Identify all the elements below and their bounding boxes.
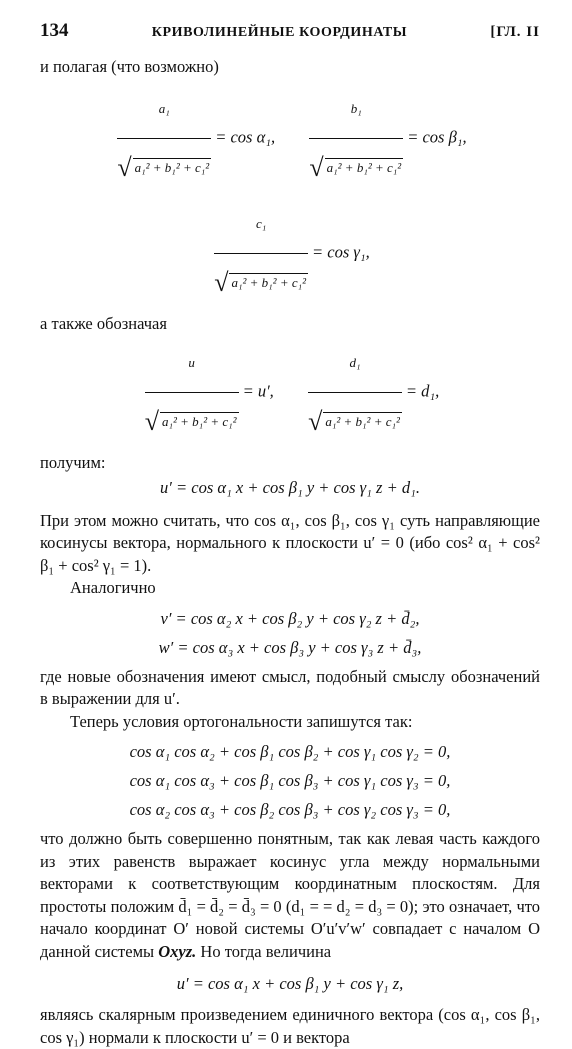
- fraction-u: [145, 335, 239, 450]
- orthogonality-equation-2: cos α₁ cos α₃ + cos β₁ cos β₃ + cos γ₁ cos γ₃ = 0,: [129, 771, 451, 790]
- fraction-c-numerator: c₁: [214, 196, 308, 254]
- sqrt-sign: √: [144, 407, 159, 436]
- rhs-u-prime: = u′,: [242, 381, 274, 401]
- fraction-a: [117, 81, 211, 196]
- paragraph-6: где новые обозначения имеют смысл, подобный смыслу обозначений в выражении для u′.: [40, 666, 540, 708]
- paragraph-5: Аналогично: [70, 578, 156, 597]
- fraction-b-numerator: b₁: [309, 81, 403, 139]
- sqrt-sign: √: [117, 152, 132, 182]
- paragraph-2: а также обозначая: [40, 313, 167, 333]
- book-page: [40, 20, 540, 1049]
- direction-cosines-row-1: [40, 81, 540, 196]
- paragraph-3: получим:: [40, 453, 106, 472]
- fraction-b: [309, 81, 403, 196]
- direction-cosines-row-2: [40, 196, 540, 311]
- paragraph-8-end: Но тогда величина: [196, 941, 332, 961]
- paragraph-8: [40, 828, 540, 963]
- rhs-cos-gamma: = cos γ₁,: [312, 241, 370, 261]
- sqrt-sign: √: [214, 267, 229, 297]
- fraction-u-numerator: u: [145, 335, 239, 393]
- system-oxyz: Oxyz.: [158, 941, 197, 961]
- radicand: a₁² + b₁² + c₁²: [231, 274, 307, 290]
- page-number: 134: [40, 20, 69, 41]
- radicand: a₁² + b₁² + c₁²: [325, 414, 400, 429]
- radicand: a₁² + b₁² + c₁²: [134, 159, 210, 175]
- orthogonality-equation-1: cos α₁ cos α₂ + cos β₁ cos β₂ + cos γ₁ cos γ₂ = 0,: [129, 742, 451, 761]
- equations-v-w: [40, 604, 540, 662]
- paragraph-8-text: что должно быть совершенно понятным, так как левая часть каждого из этих равенств выражает косинус угла между нормальными векторами к соответствующим координатным плоскостям. Для простоты положим d̄₁ = d̄₂ = d̄₃ = 0 (d₁ = = d₂ = d₃ = 0); это означает, что начало координат O′ новой системы O′u′v′w′ совпадает с началом O данной системы: [40, 829, 540, 961]
- fraction-a-numerator: a₁: [117, 81, 211, 139]
- radicand: a₁² + b₁² + c₁²: [161, 414, 237, 429]
- rhs-cos-beta: = cos β₁,: [407, 126, 467, 146]
- fraction-d: [308, 335, 402, 450]
- fraction-c: [214, 196, 308, 311]
- chapter-label: [ГЛ. II: [490, 24, 540, 40]
- equation-w-prime: w′ = cos α₃ x + cos β₃ y + cos γ₃ z + d̄₃,: [158, 637, 422, 657]
- page-header: [40, 20, 540, 42]
- rhs-cos-alpha: = cos α₁,: [215, 126, 276, 146]
- paragraph-4: При этом можно считать, что cos α₁, cos β₁, cos γ₁ суть направляющие косинусы вектора, нормального к плоскости u′ = 0 (ибо cos² α₁ + cos² β₁ + cos² γ₁ = 1).: [40, 510, 540, 575]
- normalization-row: [40, 335, 540, 450]
- sqrt-sign: √: [308, 407, 323, 436]
- rhs-d1: = d₁,: [405, 381, 440, 401]
- equation-u-prime-origin: u′ = cos α₁ x + cos β₁ y + cos γ₁ z,: [176, 974, 404, 993]
- fraction-d-numerator: d₁: [308, 335, 402, 393]
- equation-u-prime: u′ = cos α₁ x + cos β₁ y + cos γ₁ z + d₁.: [160, 477, 420, 497]
- radicand: a₁² + b₁² + c₁²: [326, 159, 402, 175]
- orthogonality-equation-3: cos α₂ cos α₃ + cos β₂ cos β₃ + cos γ₂ cos γ₃ = 0,: [129, 800, 451, 819]
- equation-v-prime: v′ = cos α₂ x + cos β₂ y + cos γ₂ z + d̄₂,: [160, 608, 420, 628]
- paragraph-1: и полагая (что возможно): [40, 57, 219, 76]
- running-title: КРИВОЛИНЕЙНЫЕ КООРДИНАТЫ: [151, 25, 408, 40]
- paragraph-9: являясь скалярным произведением единичного вектора (cos α₁, cos β₁, cos γ₁) нормали к плоскости u′ = 0 и вектора: [40, 1005, 540, 1047]
- sqrt-sign: √: [309, 152, 324, 182]
- paragraph-7: Теперь условия ортогональности запишутся так:: [70, 711, 413, 731]
- orthogonality-conditions: [40, 737, 540, 824]
